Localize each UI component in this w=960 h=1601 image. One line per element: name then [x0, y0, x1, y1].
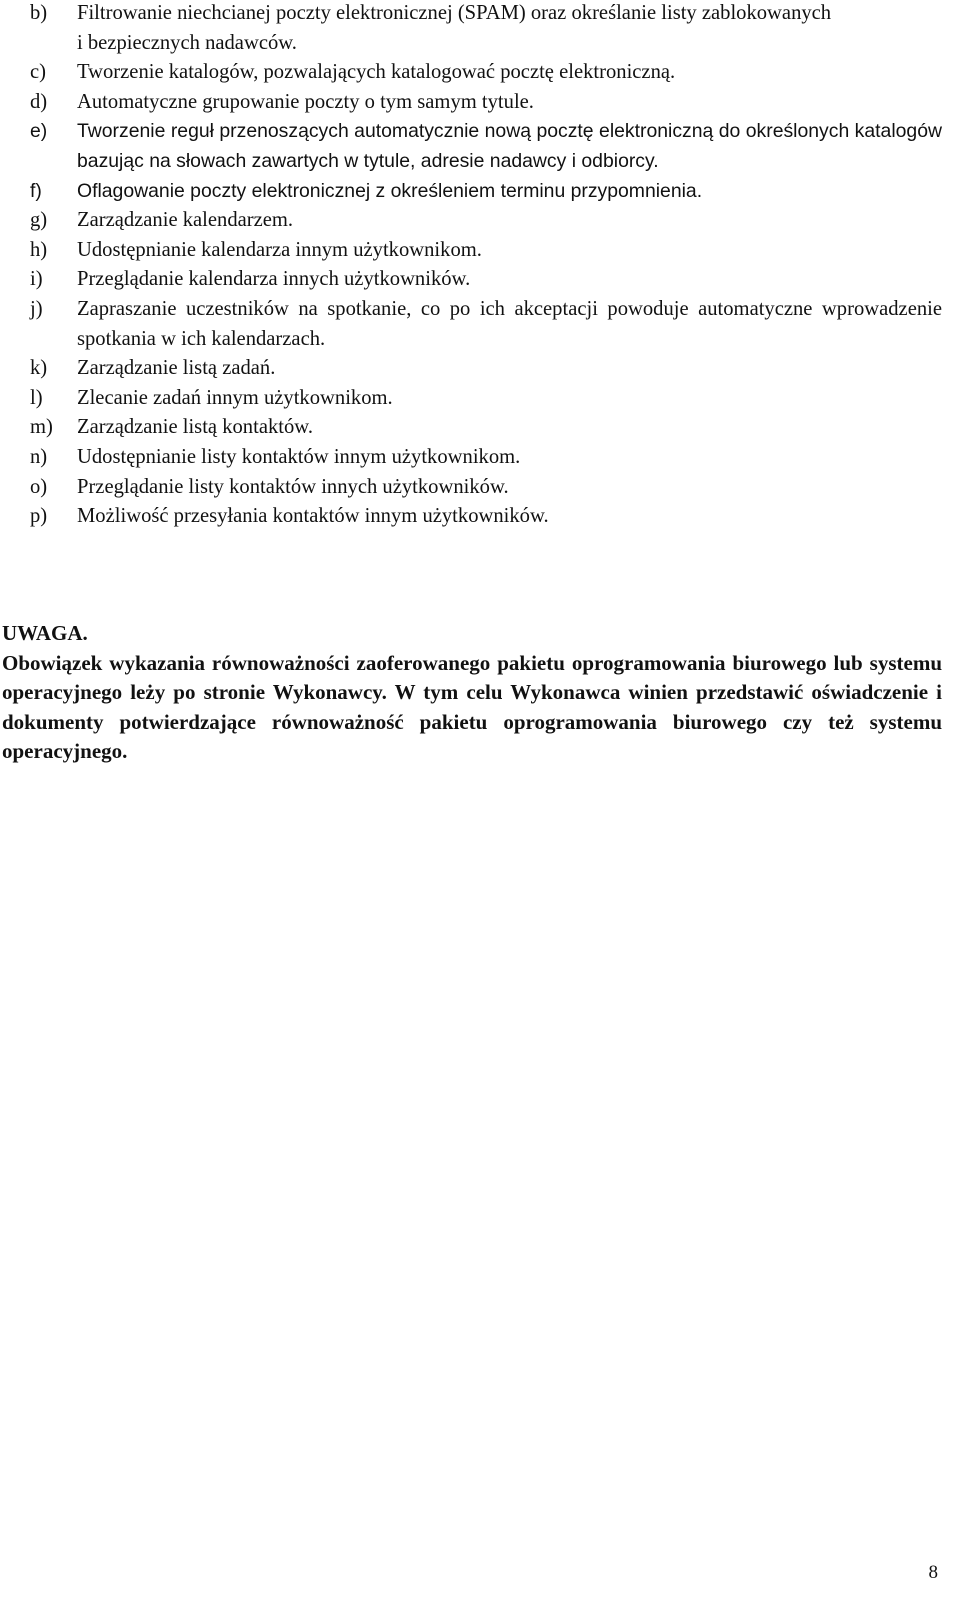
list-marker: n) — [30, 445, 48, 468]
list-marker: p) — [30, 505, 48, 528]
list-item-text: Udostępnianie kalendarza innym użytkownikom. — [77, 238, 482, 261]
note-heading: UWAGA. — [2, 621, 88, 645]
list-marker: i) — [30, 268, 43, 291]
list-item-text: Automatyczne grupowanie poczty o tym samym tytule. — [77, 90, 534, 113]
list-marker: b) — [30, 2, 48, 24]
list-item-text: Przeglądanie kalendarza innych użytkowników. — [77, 268, 471, 291]
list-item-d — [30, 88, 942, 118]
list-item-text: Zapraszanie uczestników na spotkanie, co po ich akceptacji powoduje automatyczne wprowadzenie spotkania w ich kalendarzach. — [77, 297, 942, 350]
list-item-c — [30, 58, 942, 88]
list-marker: m) — [30, 416, 53, 439]
list-item-h — [30, 236, 942, 266]
list-item-text: Zarządzanie kalendarzem. — [77, 209, 294, 232]
list-item-text: Tworzenie reguł przenoszących automatycznie nową pocztę elektroniczną do określonych katalogów bazując na słowach zawartych w tytule, adresie nadawcy i odbiorcy. — [77, 120, 942, 172]
requirements-list — [30, 0, 942, 532]
note-section — [0, 619, 942, 767]
list-marker: c) — [30, 61, 46, 84]
list-marker: l) — [30, 386, 43, 409]
list-marker: f) — [30, 179, 42, 202]
note-body: Obowiązek wykazania równoważności zaoferowanego pakietu oprogramowania biurowego lub systemu operacyjnego leży po stronie Wykonawcy. W tym celu Wykonawca winien przedstawić oświadczenie i dokumenty potwierdzające równoważność pakietu oprogramowania biurowego czy też systemu operacyjnego. — [2, 650, 942, 764]
list-item-e — [30, 117, 942, 176]
list-item-p — [30, 502, 942, 532]
list-item-n — [30, 443, 942, 473]
list-item-f — [30, 177, 942, 207]
list-item-text: Zlecanie zadań innym użytkownikom. — [77, 386, 393, 409]
list-marker: k) — [30, 357, 48, 380]
list-item-o — [30, 473, 942, 503]
list-item-text: Zarządzanie listą zadań. — [77, 357, 276, 380]
list-marker: j) — [30, 297, 43, 320]
list-item-j — [30, 295, 942, 354]
list-item-text: Tworzenie katalogów, pozwalających katalogować pocztę elektroniczną. — [77, 61, 676, 84]
list-marker: g) — [30, 209, 48, 232]
list-item-text: Przeglądanie listy kontaktów innych użytkowników. — [77, 475, 509, 498]
list-item-l — [30, 384, 942, 414]
list-item-text: Udostępnianie listy kontaktów innym użytkownikom. — [77, 445, 521, 468]
list-item-text: Filtrowanie niechcianej poczty elektronicznej (SPAM) oraz określanie listy zablokowanych — [77, 2, 832, 24]
list-item-b — [30, 0, 942, 58]
list-marker: d) — [30, 90, 48, 113]
list-item-text-continued: i bezpiecznych nadawców. — [77, 31, 297, 54]
list-item-text: Oflagowanie poczty elektronicznej z określeniem terminu przypomnienia. — [77, 179, 703, 202]
list-item-g — [30, 206, 942, 236]
list-marker: o) — [30, 475, 48, 498]
list-item-m — [30, 413, 942, 443]
list-marker: e) — [30, 120, 48, 143]
list-marker: h) — [30, 238, 48, 261]
page-number: 8 — [928, 1562, 938, 1583]
list-item-text: Zarządzanie listą kontaktów. — [77, 416, 313, 439]
list-item-k — [30, 354, 942, 384]
list-item-text: Możliwość przesyłania kontaktów innym użytkowników. — [77, 505, 549, 528]
list-item-i — [30, 265, 942, 295]
